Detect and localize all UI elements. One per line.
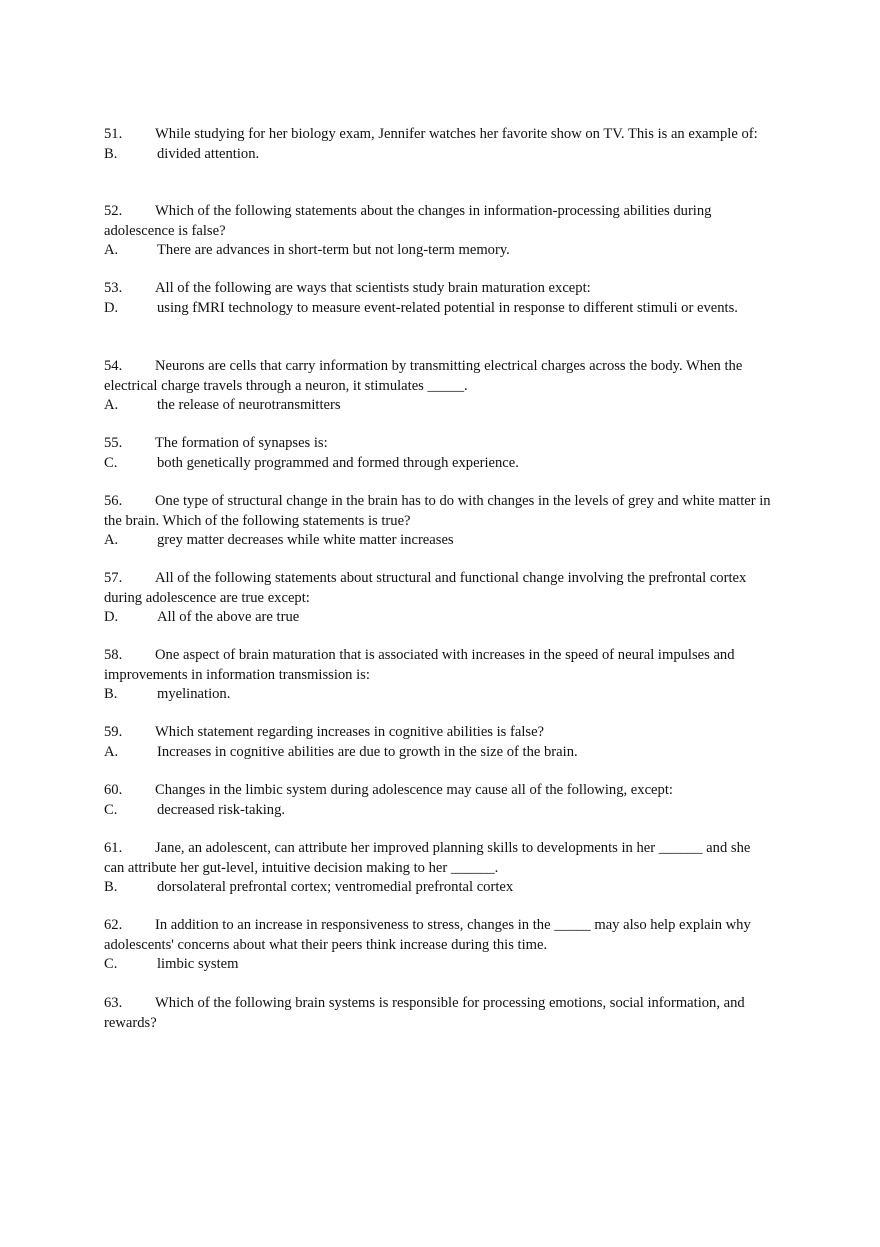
answer-text: myelination. [157, 686, 231, 702]
answer-text: There are advances in short-term but not long-term memory. [157, 242, 510, 258]
question-stem [104, 492, 774, 531]
question-number: 58. [104, 647, 123, 663]
question-text: Which of the following brain systems is responsible for processing emotions, social information, and rewards? [104, 995, 745, 1031]
question-text: One aspect of brain maturation that is associated with increases in the speed of neural impulses and improvements in information transmission is: [104, 647, 735, 683]
question-number: 51. [104, 126, 123, 142]
question-stem [104, 723, 774, 743]
question-60 [104, 781, 774, 820]
question-text: One type of structural change in the brain has to do with changes in the levels of grey and white matter in the brain. Which of the following statements is true? [104, 493, 771, 529]
question-57 [104, 569, 774, 628]
question-number: 55. [104, 435, 123, 451]
answer-letter: A. [104, 242, 119, 258]
answer-line [104, 685, 774, 705]
answer-letter: D. [104, 609, 119, 625]
answer-line [104, 801, 774, 821]
question-stem [104, 646, 774, 685]
answer-letter: A. [104, 743, 119, 760]
question-stem [104, 202, 774, 241]
question-number: 62. [104, 917, 123, 933]
question-54 [104, 357, 774, 416]
question-text: While studying for her biology exam, Jennifer watches her favorite show on TV. This is an example of: [155, 126, 758, 142]
question-text: All of the following are ways that scientists study brain maturation except: [155, 280, 591, 296]
question-62 [104, 916, 774, 975]
question-number: 59. [104, 724, 123, 740]
answer-letter: A. [104, 532, 119, 548]
answer-text: All of the above are true [157, 609, 300, 625]
question-number: 54. [104, 358, 123, 374]
answer-line [104, 743, 774, 763]
question-63 [104, 994, 774, 1033]
question-number: 57. [104, 570, 123, 586]
answer-letter: C. [104, 956, 118, 972]
question-number: 52. [104, 203, 123, 219]
question-text: Neurons are cells that carry information by transmitting electrical charges across the body. When the electrical charge travels through a neuron, it stimulates _____. [104, 358, 743, 394]
answer-line [104, 454, 774, 474]
question-text: Changes in the limbic system during adolescence may cause all of the following, except: [155, 782, 673, 798]
question-number: 63. [104, 995, 123, 1011]
answer-line [104, 955, 774, 975]
answer-letter: C. [104, 454, 118, 471]
answer-letter: D. [104, 299, 119, 316]
answer-line [104, 145, 774, 165]
question-52 [104, 202, 774, 261]
question-stem [104, 916, 774, 955]
question-text: In addition to an increase in responsiveness to stress, changes in the _____ may also help explain why adolescents' concerns about what their peers think increase during this time. [104, 917, 751, 953]
answer-text: divided attention. [157, 145, 260, 162]
question-61 [104, 839, 774, 898]
question-text: Which of the following statements about the changes in information-processing abilities during adolescence is false? [104, 203, 712, 239]
answer-letter: A. [104, 397, 119, 413]
answer-text: dorsolateral prefrontal cortex; ventromedial prefrontal cortex [157, 879, 514, 895]
answer-text: decreased risk-taking. [157, 801, 286, 818]
question-51 [104, 125, 774, 164]
question-number: 56. [104, 493, 123, 509]
answer-line [104, 608, 774, 628]
question-58 [104, 646, 774, 705]
answer-text: the release of neurotransmitters [157, 397, 341, 413]
question-stem [104, 994, 774, 1033]
question-stem [104, 279, 774, 299]
question-stem [104, 125, 774, 145]
question-number: 61. [104, 840, 123, 856]
question-stem [104, 357, 774, 396]
answer-text: limbic system [157, 956, 239, 972]
answer-line [104, 396, 774, 416]
question-number: 60. [104, 782, 123, 798]
question-stem [104, 839, 774, 878]
question-59 [104, 723, 774, 762]
question-text: The formation of synapses is: [155, 435, 328, 451]
answer-line [104, 241, 774, 261]
question-text: All of the following statements about structural and functional change involving the prefrontal cortex during adolescence are true except: [104, 570, 747, 606]
answer-text: both genetically programmed and formed through experience. [157, 454, 519, 471]
answer-text: using fMRI technology to measure event-related potential in response to different stimuli or events. [157, 299, 738, 316]
answer-letter: B. [104, 145, 118, 162]
answer-letter: C. [104, 801, 118, 818]
question-stem [104, 434, 774, 454]
question-55 [104, 434, 774, 473]
question-text: Jane, an adolescent, can attribute her improved planning skills to developments in her ______ and she can attribute her gut-level, intuitive decision making to her ______. [104, 840, 751, 876]
question-56 [104, 492, 774, 551]
question-number: 53. [104, 280, 123, 296]
answer-line [104, 531, 774, 551]
answer-text: grey matter decreases while white matter increases [157, 532, 454, 548]
answer-letter: B. [104, 686, 118, 702]
answer-text: Increases in cognitive abilities are due to growth in the size of the brain. [157, 743, 578, 760]
question-text: Which statement regarding increases in cognitive abilities is false? [155, 724, 545, 740]
question-stem [104, 781, 774, 801]
question-53 [104, 279, 774, 318]
answer-letter: B. [104, 879, 118, 895]
question-stem [104, 569, 774, 608]
answer-line [104, 299, 774, 319]
answer-line [104, 878, 774, 898]
